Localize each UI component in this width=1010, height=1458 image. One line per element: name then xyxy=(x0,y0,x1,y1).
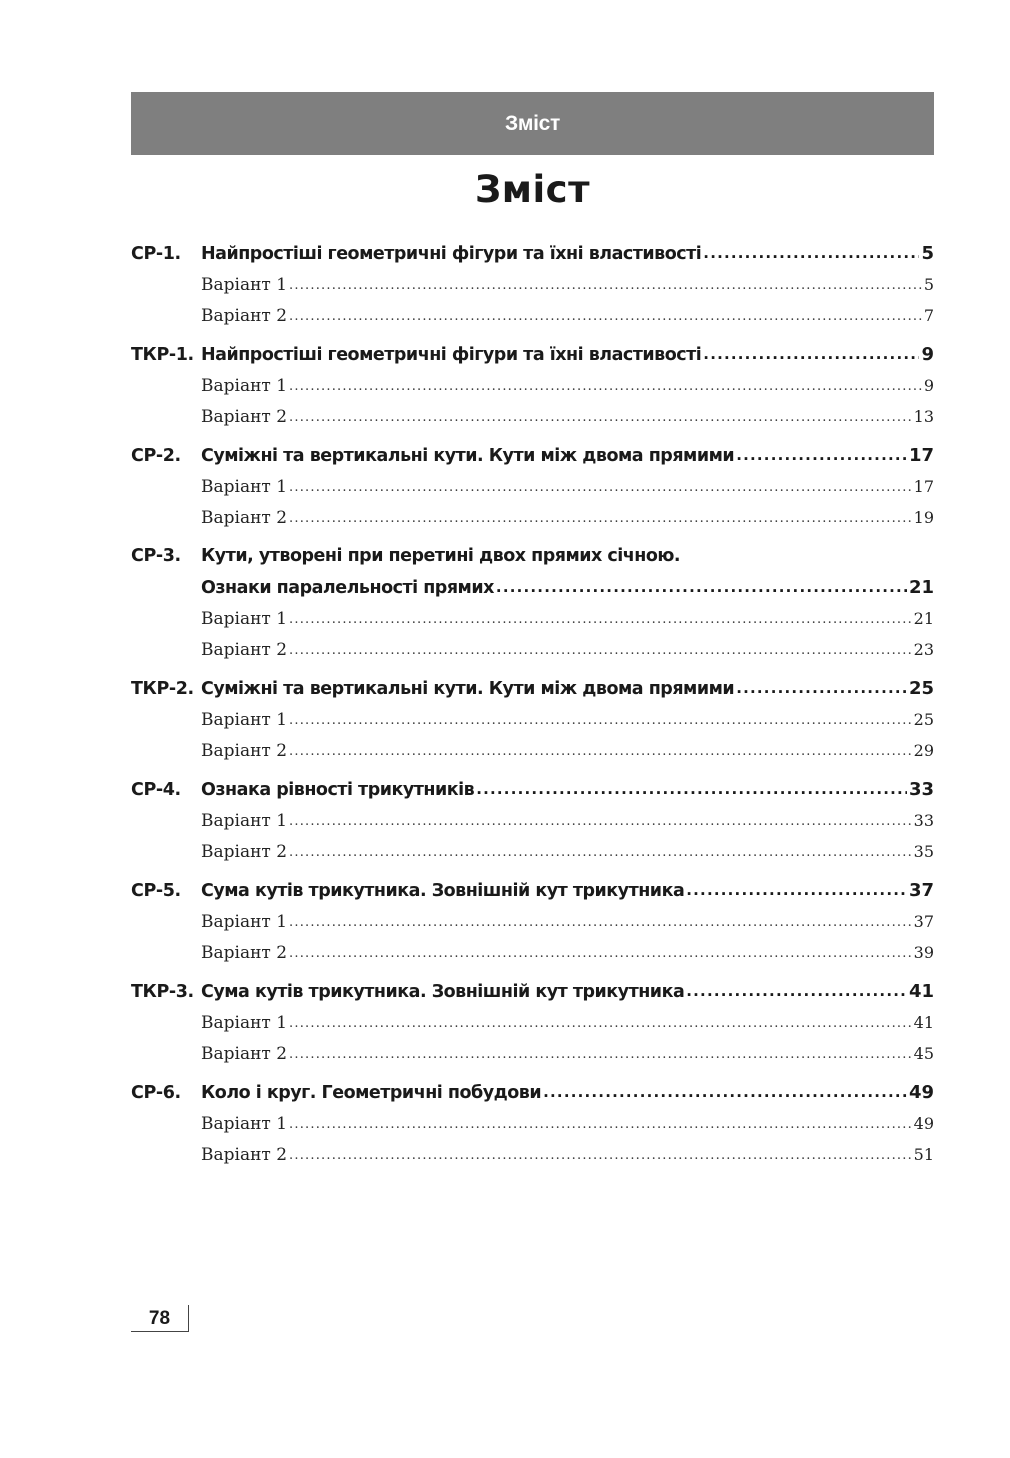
toc-variant-page: 49 xyxy=(913,1114,934,1133)
toc-variant-page: 51 xyxy=(913,1145,934,1164)
dot-leader xyxy=(686,976,907,1007)
toc-entry-code: ТКР-3. xyxy=(131,982,194,1002)
toc-variant-entry[interactable] xyxy=(131,805,934,836)
table-of-contents xyxy=(131,238,934,1178)
dot-leader xyxy=(289,1109,912,1140)
toc-variant-page: 13 xyxy=(913,407,934,426)
toc-entry-code: СР-2. xyxy=(131,446,181,466)
dot-leader xyxy=(476,774,907,805)
toc-section xyxy=(131,774,934,867)
toc-variant-entry[interactable] xyxy=(131,1139,934,1170)
toc-variant-label: Варіант 1 xyxy=(201,811,288,831)
toc-variant-entry[interactable] xyxy=(131,1007,934,1038)
toc-variant-entry[interactable] xyxy=(131,634,934,665)
toc-variant-label: Варіант 1 xyxy=(201,710,288,730)
toc-variant-label: Варіант 1 xyxy=(201,275,288,295)
dot-leader xyxy=(289,705,912,736)
toc-variant-entry[interactable] xyxy=(131,1108,934,1139)
toc-entry[interactable] xyxy=(131,875,934,906)
toc-entry[interactable] xyxy=(131,238,934,269)
toc-variant-entry[interactable] xyxy=(131,300,934,331)
toc-variant-label: Варіант 1 xyxy=(201,1013,288,1033)
toc-variant-page: 37 xyxy=(913,912,934,931)
toc-section xyxy=(131,541,934,665)
toc-variant-page: 33 xyxy=(913,811,934,830)
dot-leader xyxy=(289,635,912,666)
toc-variant-entry[interactable] xyxy=(131,735,934,766)
dot-leader xyxy=(289,806,912,837)
toc-variant-page: 23 xyxy=(913,640,934,659)
toc-entry-page: 49 xyxy=(908,1082,934,1103)
toc-variant-entry[interactable] xyxy=(131,401,934,432)
toc-variant-entry[interactable] xyxy=(131,370,934,401)
toc-section xyxy=(131,1077,934,1170)
toc-entry[interactable] xyxy=(131,541,934,572)
dot-leader xyxy=(289,1140,912,1171)
toc-variant-entry[interactable] xyxy=(131,471,934,502)
dot-leader xyxy=(289,402,912,433)
toc-variant-page: 7 xyxy=(923,306,934,325)
toc-variant-label: Варіант 2 xyxy=(201,842,288,862)
dot-leader xyxy=(289,837,912,868)
toc-variant-label: Варіант 1 xyxy=(201,376,288,396)
dot-leader xyxy=(543,1077,907,1108)
toc-entry-title: Сума кутів трикутника. Зовнішній кут трикутника xyxy=(201,982,685,1002)
toc-entry-title: Найпростіші геометричні фігури та їхні властивості xyxy=(201,345,702,365)
toc-variant-label: Варіант 1 xyxy=(201,609,288,629)
toc-entry-page: 17 xyxy=(908,445,934,466)
toc-entry-code: ТКР-2. xyxy=(131,679,194,699)
toc-entry-title: Коло і круг. Геометричні побудови xyxy=(201,1083,542,1103)
toc-entry-title: Ознака рівності трикутників xyxy=(201,780,475,800)
toc-entry-code: СР-3. xyxy=(131,546,181,566)
toc-variant-label: Варіант 2 xyxy=(201,1044,288,1064)
dot-leader xyxy=(289,1039,912,1070)
toc-variant-label: Варіант 2 xyxy=(201,1145,288,1165)
toc-section xyxy=(131,673,934,766)
toc-entry-code: СР-4. xyxy=(131,780,181,800)
header-band-title: Зміст xyxy=(505,111,560,135)
toc-variant-page: 19 xyxy=(913,508,934,527)
toc-entry-code: СР-5. xyxy=(131,881,181,901)
toc-entry-title: Сума кутів трикутника. Зовнішній кут трикутника xyxy=(201,881,685,901)
toc-variant-label: Варіант 2 xyxy=(201,407,288,427)
toc-entry-page: 21 xyxy=(908,577,934,598)
toc-entry-code: СР-6. xyxy=(131,1083,181,1103)
dot-leader xyxy=(289,301,922,332)
toc-variant-label: Варіант 2 xyxy=(201,640,288,660)
dot-leader xyxy=(289,503,912,534)
toc-entry-code: ТКР-1. xyxy=(131,345,194,365)
dot-leader xyxy=(736,673,907,704)
toc-variant-page: 35 xyxy=(913,842,934,861)
toc-section xyxy=(131,440,934,533)
toc-variant-page: 39 xyxy=(913,943,934,962)
toc-variant-label: Варіант 2 xyxy=(201,943,288,963)
toc-variant-entry[interactable] xyxy=(131,603,934,634)
toc-entry[interactable] xyxy=(131,1077,934,1108)
dot-leader xyxy=(289,371,922,402)
toc-variant-label: Варіант 1 xyxy=(201,1114,288,1134)
toc-variant-page: 9 xyxy=(923,376,934,395)
toc-entry-title: Суміжні та вертикальні кути. Кути між двома прямими xyxy=(201,446,735,466)
toc-entry-code: СР-1. xyxy=(131,244,181,264)
toc-entry[interactable] xyxy=(131,673,934,704)
toc-entry-title: Ознаки паралельності прямих xyxy=(201,578,494,598)
toc-section xyxy=(131,238,934,331)
toc-variant-label: Варіант 1 xyxy=(201,477,288,497)
toc-variant-label: Варіант 2 xyxy=(201,306,288,326)
toc-variant-entry[interactable] xyxy=(131,269,934,300)
toc-entry[interactable] xyxy=(131,774,934,805)
toc-entry-title: Кути, утворені при перетині двох прямих січною. xyxy=(201,546,681,566)
dot-leader xyxy=(736,440,907,471)
toc-entry-page: 41 xyxy=(908,981,934,1002)
dot-leader xyxy=(289,1008,912,1039)
toc-variant-entry[interactable] xyxy=(131,906,934,937)
dot-leader xyxy=(289,604,912,635)
page-title: Зміст xyxy=(474,168,591,211)
toc-entry-title: Суміжні та вертикальні кути. Кути між двома прямими xyxy=(201,679,735,699)
toc-variant-page: 21 xyxy=(913,609,934,628)
dot-leader xyxy=(289,907,912,938)
toc-variant-page: 41 xyxy=(913,1013,934,1032)
toc-variant-page: 17 xyxy=(913,477,934,496)
toc-section xyxy=(131,976,934,1069)
toc-entry-page: 33 xyxy=(908,779,934,800)
dot-leader xyxy=(703,238,919,269)
toc-variant-label: Варіант 2 xyxy=(201,741,288,761)
toc-entry-page: 37 xyxy=(908,880,934,901)
toc-variant-label: Варіант 2 xyxy=(201,508,288,528)
toc-variant-entry[interactable] xyxy=(131,937,934,968)
toc-variant-entry[interactable] xyxy=(131,1038,934,1069)
toc-entry-page: 5 xyxy=(921,243,934,264)
toc-variant-page: 29 xyxy=(913,741,934,760)
toc-variant-label: Варіант 1 xyxy=(201,912,288,932)
toc-entry-page: 25 xyxy=(908,678,934,699)
dot-leader xyxy=(703,339,919,370)
toc-section xyxy=(131,339,934,432)
toc-entry[interactable] xyxy=(131,572,934,603)
toc-entry-page: 9 xyxy=(921,344,934,365)
toc-entry[interactable] xyxy=(131,440,934,471)
toc-variant-entry[interactable] xyxy=(131,704,934,735)
dot-leader xyxy=(686,875,907,906)
header-band xyxy=(131,92,934,155)
toc-entry-title: Найпростіші геометричні фігури та їхні властивості xyxy=(201,244,702,264)
toc-variant-page: 25 xyxy=(913,710,934,729)
toc-variant-page: 45 xyxy=(913,1044,934,1063)
dot-leader xyxy=(289,472,912,503)
dot-leader xyxy=(289,736,912,767)
toc-variant-page: 5 xyxy=(923,275,934,294)
dot-leader xyxy=(289,938,912,969)
toc-entry[interactable] xyxy=(131,339,934,370)
toc-variant-entry[interactable] xyxy=(131,836,934,867)
toc-section xyxy=(131,875,934,968)
dot-leader xyxy=(289,270,922,301)
toc-variant-entry[interactable] xyxy=(131,502,934,533)
toc-entry[interactable] xyxy=(131,976,934,1007)
page-number: 78 xyxy=(131,1305,189,1332)
dot-leader xyxy=(496,572,907,603)
